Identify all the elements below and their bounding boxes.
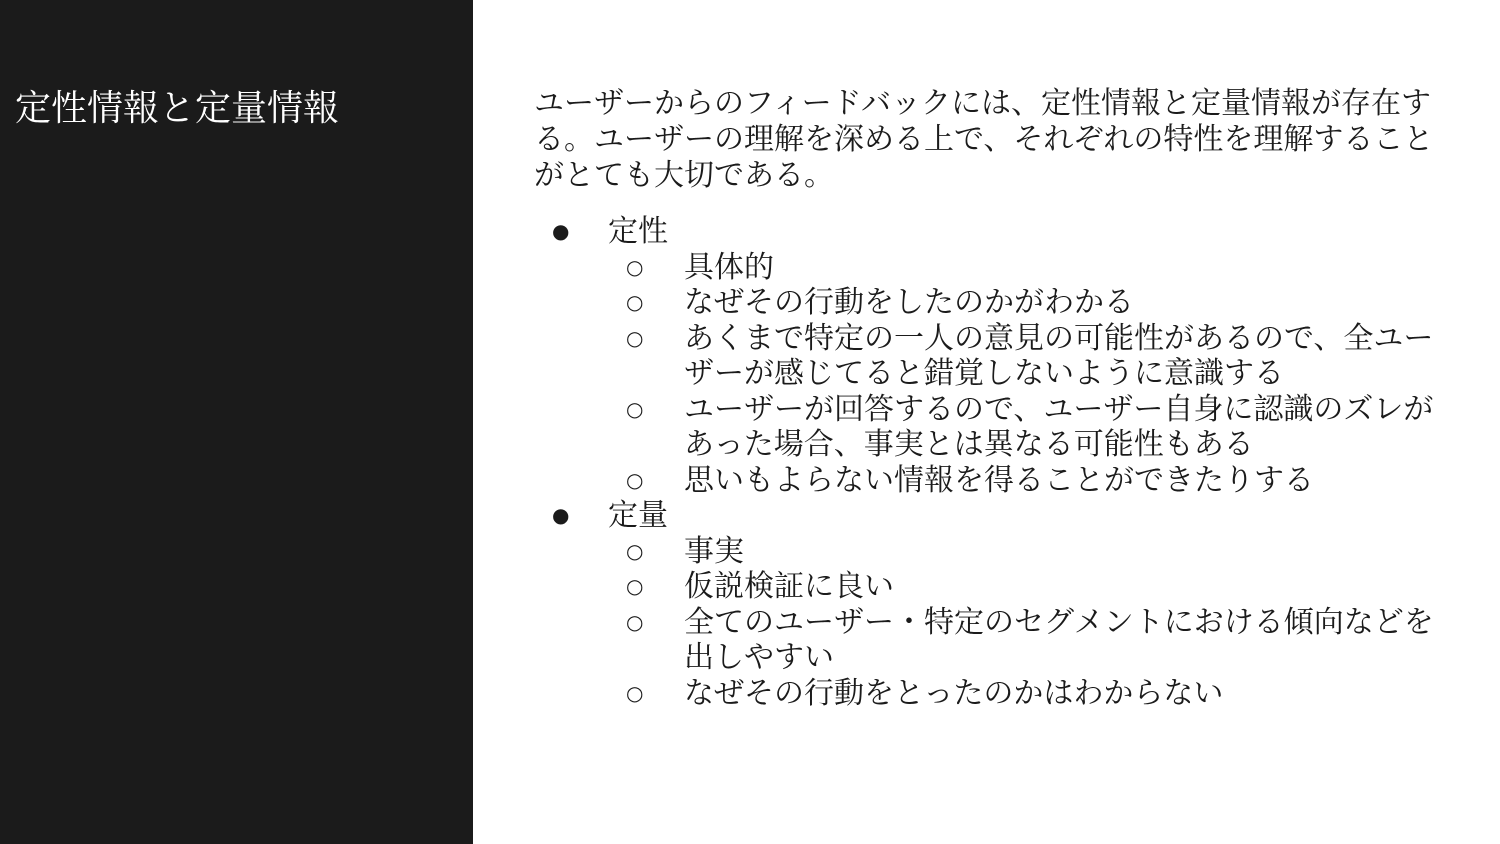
title-panel — [0, 0, 473, 844]
circle-bullet-icon: ○ — [626, 680, 644, 705]
list-item-text: あくまで特定の一人の意見の可能性があるので、全ユーザーが感じてると錯覚しないように意識する — [684, 320, 1434, 391]
circle-bullet-icon: ○ — [626, 290, 644, 314]
circle-bullet-icon: ○ — [626, 254, 644, 279]
list-item-text: 思いもよらない情報を得ることができたりする — [684, 462, 1314, 498]
circle-bullet-icon: ○ — [626, 325, 644, 350]
list-item-text: なぜその行動をとったのかはわからない — [684, 675, 1224, 711]
content-panel — [534, 86, 1454, 711]
list-item — [534, 676, 1454, 712]
list-item — [534, 285, 1454, 321]
list-item-text: 具体的 — [684, 249, 774, 285]
circle-bullet-icon: ○ — [626, 609, 644, 634]
list-item — [534, 605, 1454, 676]
circle-bullet-icon: ○ — [626, 396, 644, 421]
circle-bullet-icon: ○ — [626, 538, 644, 563]
sublist — [608, 250, 1454, 499]
list-item-text: ユーザーが回答するので、ユーザー自身に認識のズレがあった場合、事実とは異なる可能性もある — [684, 391, 1434, 462]
list-item — [534, 463, 1454, 499]
list-item-text: 全てのユーザー・特定のセグメントにおける傾向などを出しやすい — [684, 604, 1434, 675]
list-item-text: 仮説検証に良い — [684, 569, 894, 604]
circle-bullet-icon: ○ — [626, 467, 644, 492]
list-item — [534, 498, 1454, 711]
list-item-text: なぜその行動をしたのかがわかる — [684, 285, 1134, 320]
section-label-qualitative: 定性 — [608, 214, 668, 249]
slide-title: 定性情報と定量情報 — [15, 88, 340, 129]
bullet-icon: ● — [552, 503, 570, 527]
intro-paragraph: ユーザーからのフィードバックには、定性情報と定量情報が存在する。ユーザーの理解を深める上で、それぞれの特性を理解することがとても大切である。 — [534, 86, 1434, 193]
bullet-icon: ● — [552, 219, 570, 243]
circle-bullet-icon: ○ — [626, 574, 644, 598]
list-item — [534, 569, 1454, 605]
list-item-text: 事実 — [684, 533, 744, 569]
list-item — [534, 321, 1454, 392]
list-item — [534, 392, 1454, 463]
list-item — [534, 250, 1454, 286]
bullet-list — [534, 214, 1454, 711]
list-item — [534, 214, 1454, 498]
sublist — [608, 534, 1454, 712]
list-item — [534, 534, 1454, 570]
section-label-quantitative: 定量 — [608, 498, 668, 533]
